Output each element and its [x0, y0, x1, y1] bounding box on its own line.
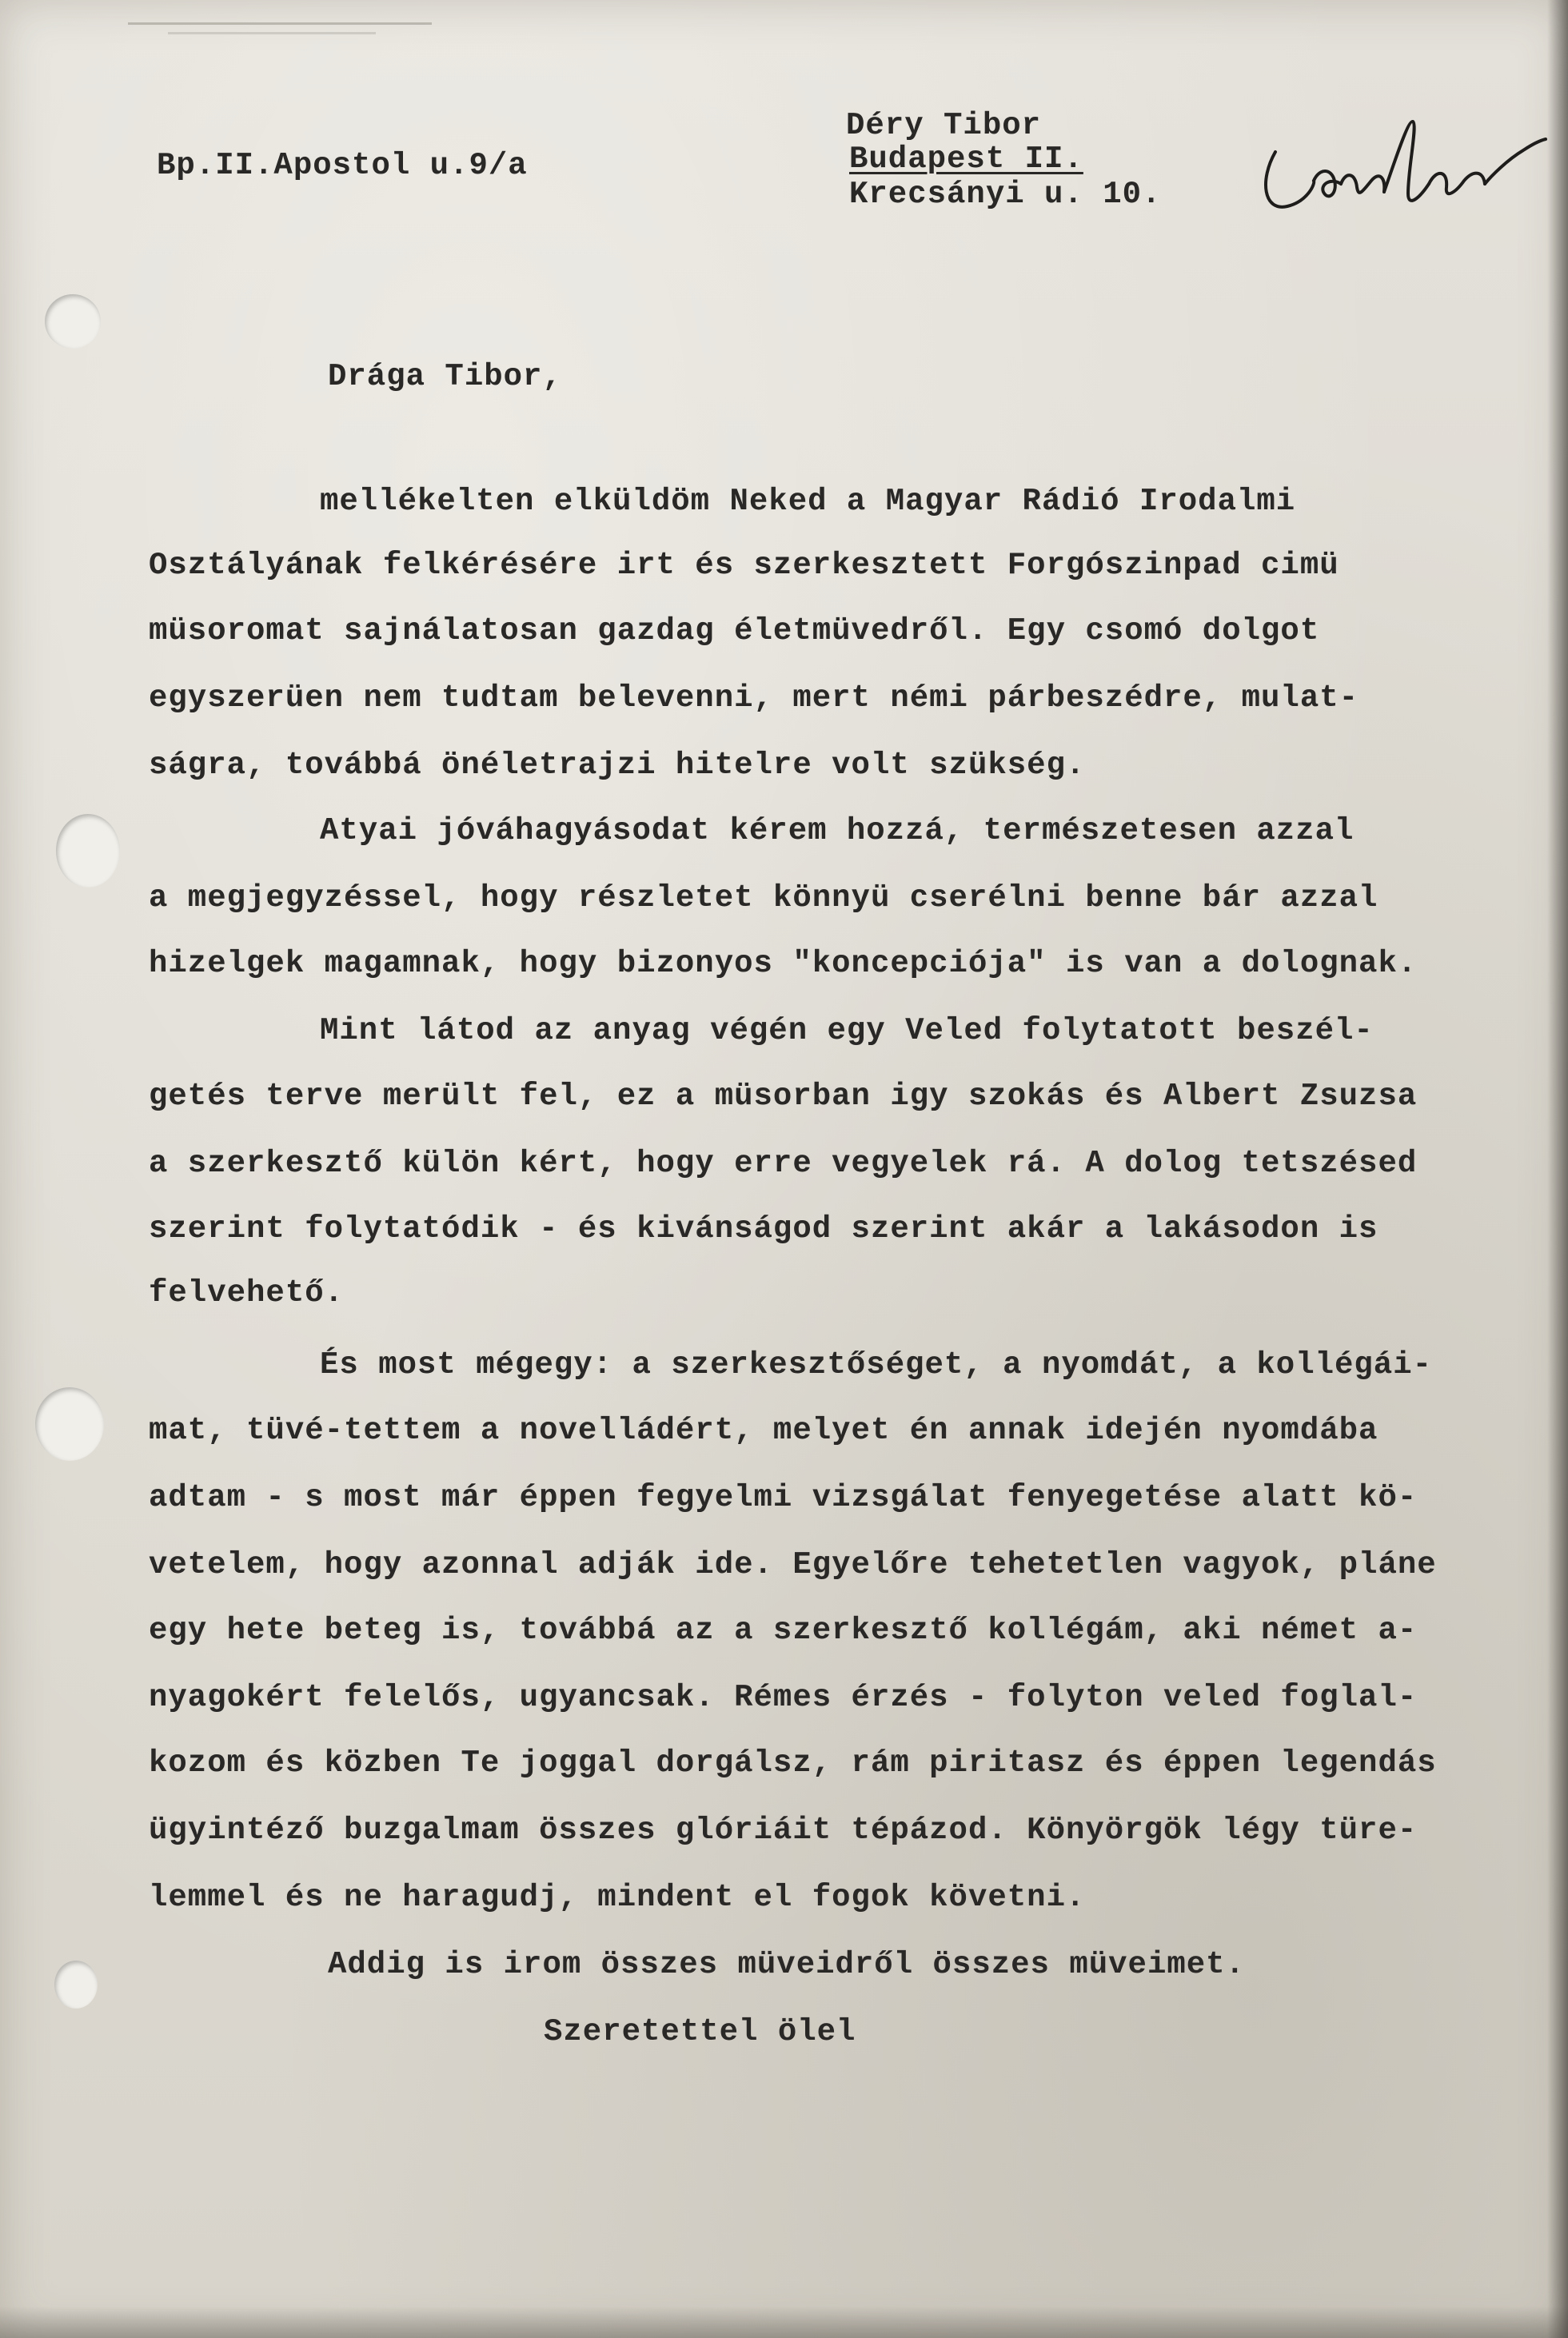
sender-address: Bp.II.Apostol u.9/a — [157, 148, 528, 183]
body-line: egy hete beteg is, továbbá az a szerkesztő kollégám, aki német a- — [149, 1613, 1418, 1648]
body-line: ságra, továbbá önéletrajzi hitelre volt szükség. — [149, 748, 1086, 783]
page-edge-shadow — [1547, 0, 1568, 2338]
punch-hole — [54, 1961, 98, 2009]
body-line: a megjegyzéssel, hogy részletet könnyü cserélni benne bár azzal — [149, 880, 1378, 916]
top-smudge — [128, 22, 432, 25]
body-line: szerint folytatódik - és kivánságod szerint akár a lakásodon is — [149, 1211, 1378, 1247]
body-line: müsoromat sajnálatosan gazdag életmüvedről. Egy csomó dolgot — [149, 613, 1320, 648]
body-line: kozom és közben Te joggal dorgálsz, rám piritasz és éppen legendás — [149, 1746, 1437, 1781]
body-line: Atyai jóváhagyásodat kérem hozzá, természetesen azzal — [320, 813, 1355, 848]
closing-line: Addig is irom összes müveidről összes müveimet. — [328, 1947, 1245, 1982]
body-line: vetelem, hogy azonnal adják ide. Egyelőre tehetetlen vagyok, pláne — [149, 1547, 1437, 1582]
signoff: Szeretettel ölel — [544, 2014, 856, 2049]
recipient-street: Budapest II. — [849, 142, 1083, 177]
salutation: Drága Tibor, — [328, 359, 562, 394]
recipient-city: Krecsányi u. 10. — [849, 177, 1162, 212]
page-bottom-shadow — [0, 2306, 1568, 2338]
punch-hole — [45, 294, 101, 349]
body-line: És most mégegy: a szerkesztőséget, a nyomdát, a kollégái- — [320, 1347, 1433, 1382]
handwritten-signature — [1251, 104, 1555, 232]
body-line: mellékelten elküldöm Neked a Magyar Rádió Irodalmi — [320, 484, 1296, 519]
body-line: getés terve merült fel, ez a müsorban igy szokás és Albert Zsuzsa — [149, 1079, 1418, 1114]
punch-hole — [35, 1387, 104, 1461]
body-line: hizelgek magamnak, hogy bizonyos "koncepciója" is van a dolognak. — [149, 946, 1418, 981]
body-line: adtam - s most már éppen fegyelmi vizsgálat fenyegetése alatt kö- — [149, 1480, 1418, 1515]
body-line: ügyintéző buzgalmam összes glóriáit tépázod. Könyörgök légy türe- — [149, 1813, 1418, 1848]
body-line: nyagokért felelős, ugyancsak. Rémes érzés - folyton veled foglal- — [149, 1680, 1418, 1715]
body-line: mat, tüvé-tettem a novelládért, melyet én annak idején nyomdába — [149, 1413, 1378, 1448]
body-line: a szerkesztő külön kért, hogy erre vegyelek rá. A dolog tetszésed — [149, 1146, 1418, 1181]
top-smudge — [168, 32, 376, 34]
body-line: Mint látod az anyag végén egy Veled folytatott beszél- — [320, 1013, 1374, 1048]
body-line: felvehető. — [149, 1275, 345, 1311]
body-line: Osztályának felkérésére irt és szerkesztett Forgószinpad cimü — [149, 548, 1339, 583]
punch-hole — [56, 814, 120, 888]
recipient-name: Déry Tibor — [846, 108, 1042, 143]
body-line: lemmel és ne haragudj, mindent el fogok követni. — [149, 1880, 1086, 1915]
body-line: egyszerüen nem tudtam belevenni, mert némi párbeszédre, mulat- — [149, 680, 1359, 716]
